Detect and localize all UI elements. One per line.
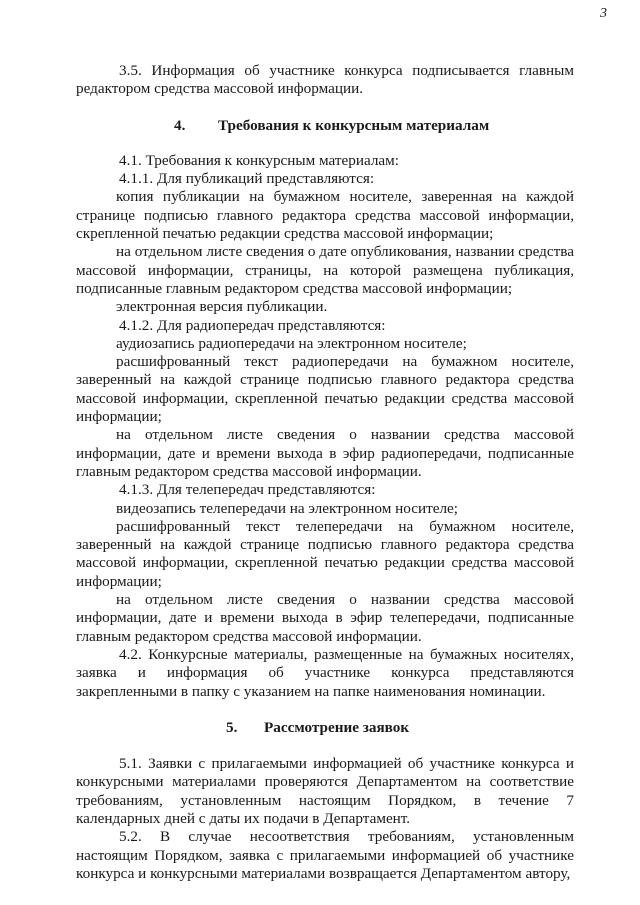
page-number: 3 [600, 6, 607, 21]
paragraph-tv-video: видеозапись телепередачи на электронном носителе; [116, 499, 459, 517]
paragraph-print-electronic: электронная версия публикации. [116, 298, 328, 316]
paragraph-4-2: 4.2. Конкурсные материалы, размещенные на бумажных носителях, заявка и информация об участнике конкурса представляются закрепленными в папку с указанием на папке наименования номинации. [76, 645, 574, 700]
paragraph-tv-transcript: расшифрованный текст телепередачи на бумажном носителе, заверенный на каждой странице подписью главного редактора средства массовой информации, скрепленной печатью редакции средства массовой информации; [76, 517, 574, 590]
paragraph-print-copy: копия публикации на бумажном носителе, заверенная на каждой странице подписью главного редактора средства массовой информации, скрепленной печатью редакции средства массовой информации; [76, 188, 574, 243]
paragraph-radio-transcript: расшифрованный текст радиопередачи на бумажном носителе, заверенный на каждой странице подписью главного редактора средства массовой информации, скрепленной печатью редакции средства массовой информации; [76, 353, 574, 426]
section-4-number: 4. [174, 116, 186, 134]
paragraph-3-5: 3.5. Информация об участнике конкурса подписывается главным редактором средства массовой информации. [76, 62, 574, 98]
paragraph-5-1: 5.1. Заявки с прилагаемыми информацией об участнике конкурса и конкурсными материалами проверяются Департаментом на соответствие требованиям, установленным настоящим Порядком, в течение 7 календарных дней с даты их подачи в Департамент. [76, 755, 574, 827]
paragraph-4-1-2: 4.1.2. Для радиопередач представляются: [119, 316, 386, 334]
section-4-heading [76, 117, 574, 135]
section-5-title: Рассмотрение заявок [264, 718, 410, 736]
section-5-number: 5. [226, 718, 238, 736]
section-5-heading [76, 719, 574, 737]
document-body [76, 62, 574, 883]
paragraph-radio-audio: аудиозапись радиопередачи на электронном носителе; [116, 334, 467, 352]
paragraph-4-1-3: 4.1.3. Для телепередач представляются: [119, 481, 376, 499]
paragraph-tv-info: на отдельном листе сведения о названии средства массовой информации, дате и времени выхода в эфир телепередачи, подписанные главным редактором средства массовой информации. [76, 591, 574, 645]
paragraph-4-1-1: 4.1.1. Для публикаций представляются: [119, 170, 375, 188]
paragraph-4-1: 4.1. Требования к конкурсным материалам: [119, 151, 399, 169]
paragraph-radio-info: на отдельном листе сведения о названии средства массовой информации, дате и времени выхода в эфир радиопередачи, подписанные главным редактором средства массовой информации. [76, 426, 574, 480]
paragraph-print-info: на отдельном листе сведения о дате опубликования, названии средства массовой информации, страницы, на которой размещена публикация, подписанные главным редактором средства массовой информации; [76, 243, 574, 297]
section-4-title: Требования к конкурсным материалам [218, 116, 490, 134]
paragraph-5-2: 5.2. В случае несоответствия требованиям, установленным настоящим Порядком, заявка с прилагаемыми информацией об участнике конкурса и конкурсными материалами возвращается Департаментом автору, [76, 828, 574, 882]
